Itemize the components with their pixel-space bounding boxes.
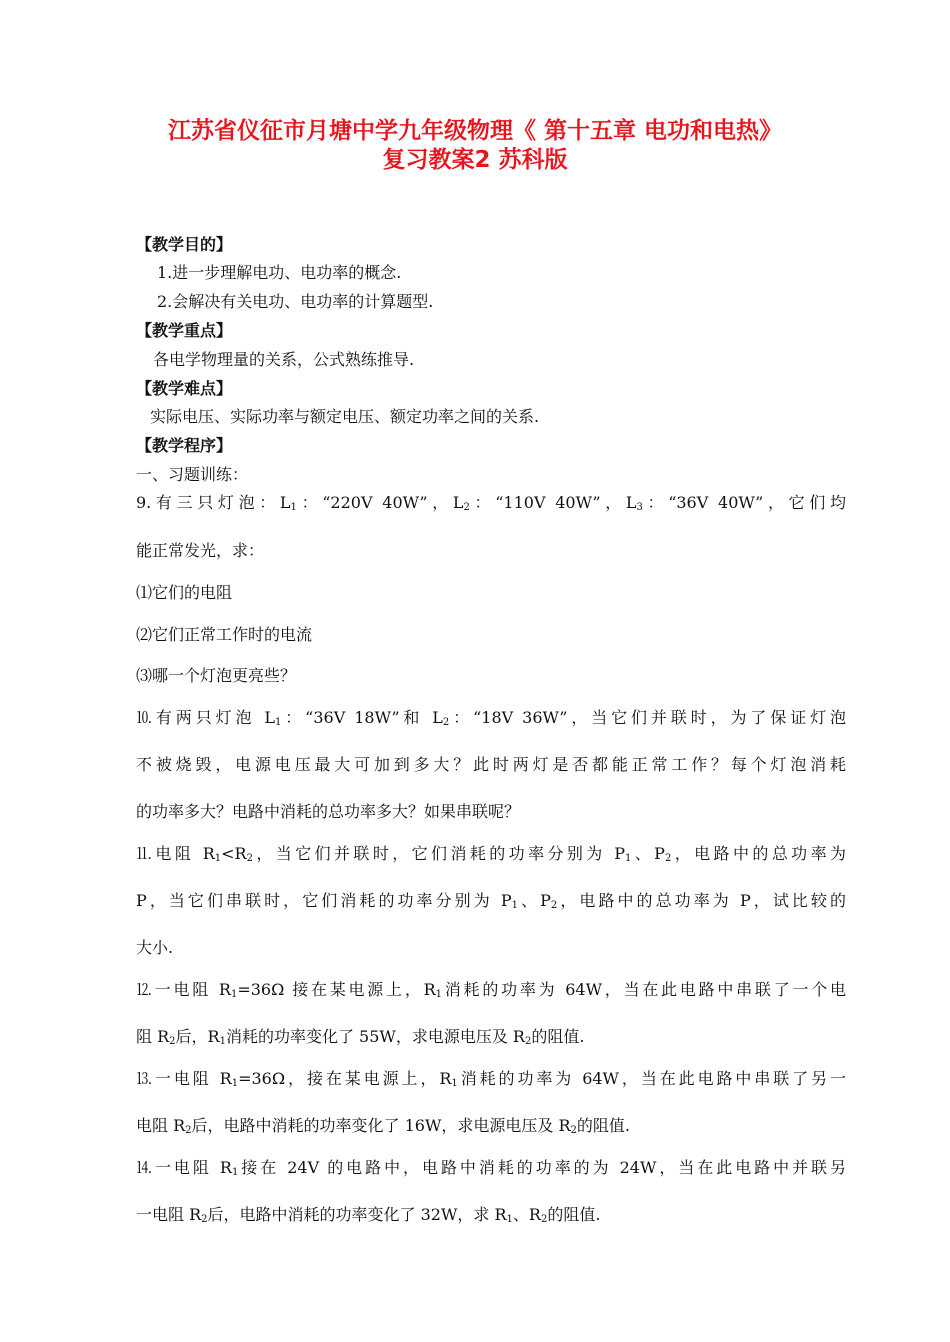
- question-9-line-1: 9.有三只灯泡：$L_1$：“220V 40W”，$L_2$：“110V 40W”，$L_3$：“36V 40W”，它们均: [136, 493, 846, 513]
- key-point-text: 各电学物理量的关系，公式熟练推导.: [153, 350, 415, 369]
- objective-item-2: 2.会解决有关电功、电功率的计算题型.: [157, 292, 434, 311]
- question-11-line-2: P，当它们串联时，它们消耗的功率分别为 $P_1$、$P_2$，电路中的总功率为 P，试比较的: [136, 891, 846, 911]
- document-title-line2: 复习教案2 苏科版: [382, 147, 568, 173]
- question-9-sub-2: ⑵它们正常工作时的电流: [136, 625, 313, 644]
- section-exercises: 一、习题训练：: [136, 465, 249, 484]
- procedure-heading: 【教学程序】: [136, 436, 233, 455]
- question-14-line-1: ⒕一电阻 $R_1$接在 24V 的电路中，电路中消耗的功率的为 24W，当在此电路中并联另: [136, 1158, 846, 1178]
- question-9-sub-3: ⑶哪一个灯泡更亮些？: [136, 666, 297, 685]
- objective-heading: 【教学目的】: [136, 235, 233, 254]
- objective-item-1: 1.进一步理解电功、电功率的概念.: [157, 263, 402, 282]
- question-13-line-2: 电阻 $R_2$后，电路中消耗的功率变化了 16W，求电源电压及 $R_2$的阻值.: [136, 1116, 631, 1136]
- document-title-line1: 江苏省仪征市月塘中学九年级物理《 第十五章 电功和电热》: [167, 118, 782, 144]
- difficulty-heading: 【教学难点】: [136, 379, 233, 398]
- question-10-line-1: ⒑有两只灯泡 $L_1$：“36V 18W”和 $L_2$：“18V 36W”，当它们并联时，为了保证灯泡: [136, 708, 846, 728]
- question-10-line-3: 的功率多大？电路中消耗的总功率多大？如果串联呢？: [136, 802, 521, 821]
- question-9-line-2: 能正常发光，求：: [136, 541, 265, 560]
- question-12-line-1: ⒓一电阻 $R_1=36\Omega$ 接在某电源上，$R_1$消耗的功率为 64W，当在此电路中串联了一个电: [136, 980, 846, 1000]
- key-point-heading: 【教学重点】: [136, 321, 233, 340]
- question-10-line-2: 不被烧毁，电源电压最大可加到多大？此时两灯是否都能正常工作？每个灯泡消耗: [136, 755, 846, 774]
- question-9-sub-1: ⑴它们的电阻: [136, 583, 233, 602]
- question-12-line-2: 阻 $R_2$后，$R_1$消耗的功率变化了 55W，求电源电压及 $R_2$的阻值.: [136, 1027, 585, 1047]
- question-14-line-2: 一电阻 $R_2$后，电路中消耗的功率变化了 32W，求 $R_1$、$R_2$的阻值.: [136, 1205, 601, 1225]
- difficulty-text: 实际电压、实际功率与额定电压、额定功率之间的关系.: [150, 407, 540, 426]
- question-13-line-1: ⒔一电阻 $R_1=36\Omega$，接在某电源上，$R_1$消耗的功率为 64W，当在此电路中串联了另一: [136, 1069, 846, 1089]
- question-11-line-1: ⒒电阻 $R_1<R_2$，当它们并联时，它们消耗的功率分别为 $P_1$、$P_2$，电路中的总功率为: [136, 844, 846, 864]
- question-11-line-3: 大小.: [136, 938, 174, 957]
